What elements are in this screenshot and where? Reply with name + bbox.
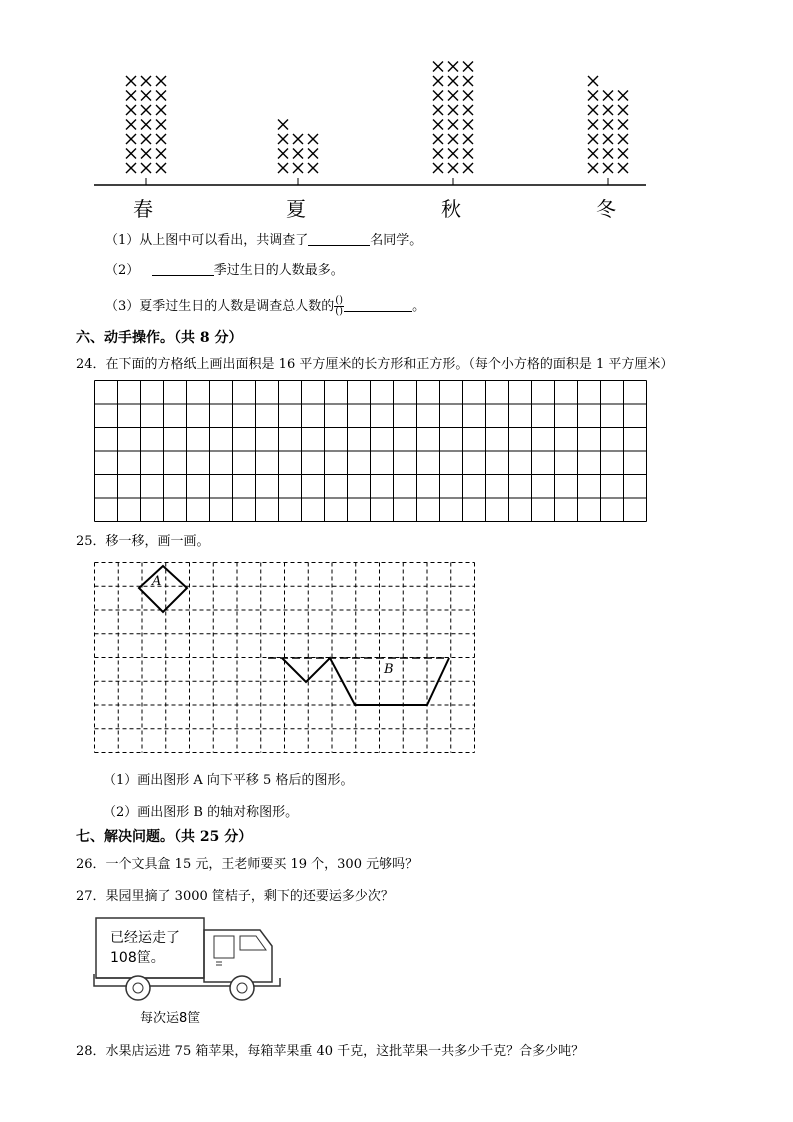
x-mark [448,149,458,159]
question-27: 27．果园里摘了 3000 筐桔子，剩下的还要运多少次？ [76,889,394,904]
x-mark [618,163,628,173]
x-mark [126,120,136,130]
x-mark [588,91,598,101]
x-mark [278,120,288,130]
x-mark [603,134,613,144]
question-25: 25．移一移，画一画。 [76,534,210,549]
x-mark [156,149,166,159]
rear-wheel [126,976,150,1000]
truck-text-line2: 108筐。 [110,950,165,966]
x-mark [433,76,443,86]
question-23-2 [105,259,344,278]
x-mark [156,91,166,101]
x-mark [293,163,303,173]
x-mark [463,91,473,101]
season-label-autumn: 秋 [441,197,461,221]
x-mark [156,120,166,130]
x-mark [156,163,166,173]
truck-text-line1: 已经运走了 [110,930,180,946]
x-mark [141,76,151,86]
question-25-1: （1）画出图形 A 向下平移 5 格后的图形。 [103,773,354,788]
x-mark [308,149,318,159]
x-mark [308,163,318,173]
q1-text: （1）从上图中可以看出，共调查了 [105,233,309,248]
question-23-1 [105,229,422,248]
x-mark [433,120,443,130]
x-mark [141,91,151,101]
question-23-3 [105,295,425,317]
shape-a [139,566,187,612]
x-mark [588,134,598,144]
x-mark [433,134,443,144]
front-wheel [230,976,254,1000]
x-mark [463,105,473,115]
x-mark [448,134,458,144]
x-mark [126,149,136,159]
x-mark [278,163,288,173]
x-mark [588,163,598,173]
x-mark [448,120,458,130]
x-mark [618,134,628,144]
x-mark [141,105,151,115]
x-mark [126,105,136,115]
x-mark [448,62,458,72]
season-label-winter: 冬 [596,197,616,221]
x-mark [603,149,613,159]
truck-illustration [90,912,290,1032]
x-mark [448,163,458,173]
x-mark [588,105,598,115]
x-mark [463,163,473,173]
square-grid[interactable] [94,380,648,523]
fraction-numerator: () [335,295,344,306]
x-mark [433,105,443,115]
x-mark [618,105,628,115]
question-25-2: （2）画出图形 B 的轴对称图形。 [103,805,299,820]
season-label-summer: 夏 [286,197,306,221]
answer-blank[interactable] [152,261,214,276]
q2-text: （2） [105,263,140,278]
x-mark [603,91,613,101]
x-mark [463,120,473,130]
shape-a-label: A [152,574,162,589]
x-mark [588,76,598,86]
x-mark [278,134,288,144]
section-6-heading: 六、动手操作。（共 8 分） [76,330,243,346]
x-mark [448,105,458,115]
x-mark [463,76,473,86]
x-mark [433,163,443,173]
question-26: 26．一个文具盒 15 元，王老师要买 19 个，300 元够吗？ [76,857,419,872]
x-mark [308,134,318,144]
x-mark [126,134,136,144]
answer-blank[interactable] [308,231,370,246]
q1-suffix: 名同学。 [370,233,423,248]
x-mark [448,91,458,101]
truck-caption: 每次运8筐 [140,1011,201,1026]
x-mark [126,163,136,173]
question-28: 28．水果店运进 75 箱苹果，每箱苹果重 40 千克，这批苹果一共多少千克？合多少吨？ [76,1044,585,1059]
x-mark [141,134,151,144]
x-mark [126,91,136,101]
x-mark [463,149,473,159]
x-mark [293,149,303,159]
x-mark [603,163,613,173]
q3-suffix: 。 [412,299,426,314]
shape-b-label: B [384,662,394,677]
x-mark [156,134,166,144]
season-pictograph [0,0,793,230]
x-mark [126,76,136,86]
answer-blank[interactable] [344,297,412,312]
dashed-grid[interactable] [94,562,476,756]
x-mark [618,120,628,130]
section-7-heading: 七、解决问题。（共 25 分） [76,829,253,845]
q3-text: （3）夏季过生日的人数是调查总人数的 [105,299,335,314]
x-mark [588,149,598,159]
x-mark [141,149,151,159]
x-mark [588,120,598,130]
q2-suffix: 季过生日的人数最多。 [213,263,344,278]
x-mark [463,134,473,144]
x-mark [603,105,613,115]
x-mark [603,120,613,130]
x-mark [141,120,151,130]
truck-cargo-box [96,918,204,978]
x-mark [156,105,166,115]
x-mark [618,149,628,159]
x-mark [433,149,443,159]
fraction-denominator: () [335,306,344,317]
x-mark [278,149,288,159]
x-mark [293,134,303,144]
x-mark [463,62,473,72]
season-label-spring: 春 [133,197,153,221]
question-24: 24．在下面的方格纸上画出面积是 16 平方厘米的长方形和正方形。（每个小方格的面积是 1 平方厘米） [76,357,674,372]
x-mark [618,91,628,101]
x-mark [433,62,443,72]
x-mark [156,76,166,86]
fraction-blank[interactable] [334,296,344,317]
x-mark [433,91,443,101]
x-mark [141,163,151,173]
x-mark [448,76,458,86]
